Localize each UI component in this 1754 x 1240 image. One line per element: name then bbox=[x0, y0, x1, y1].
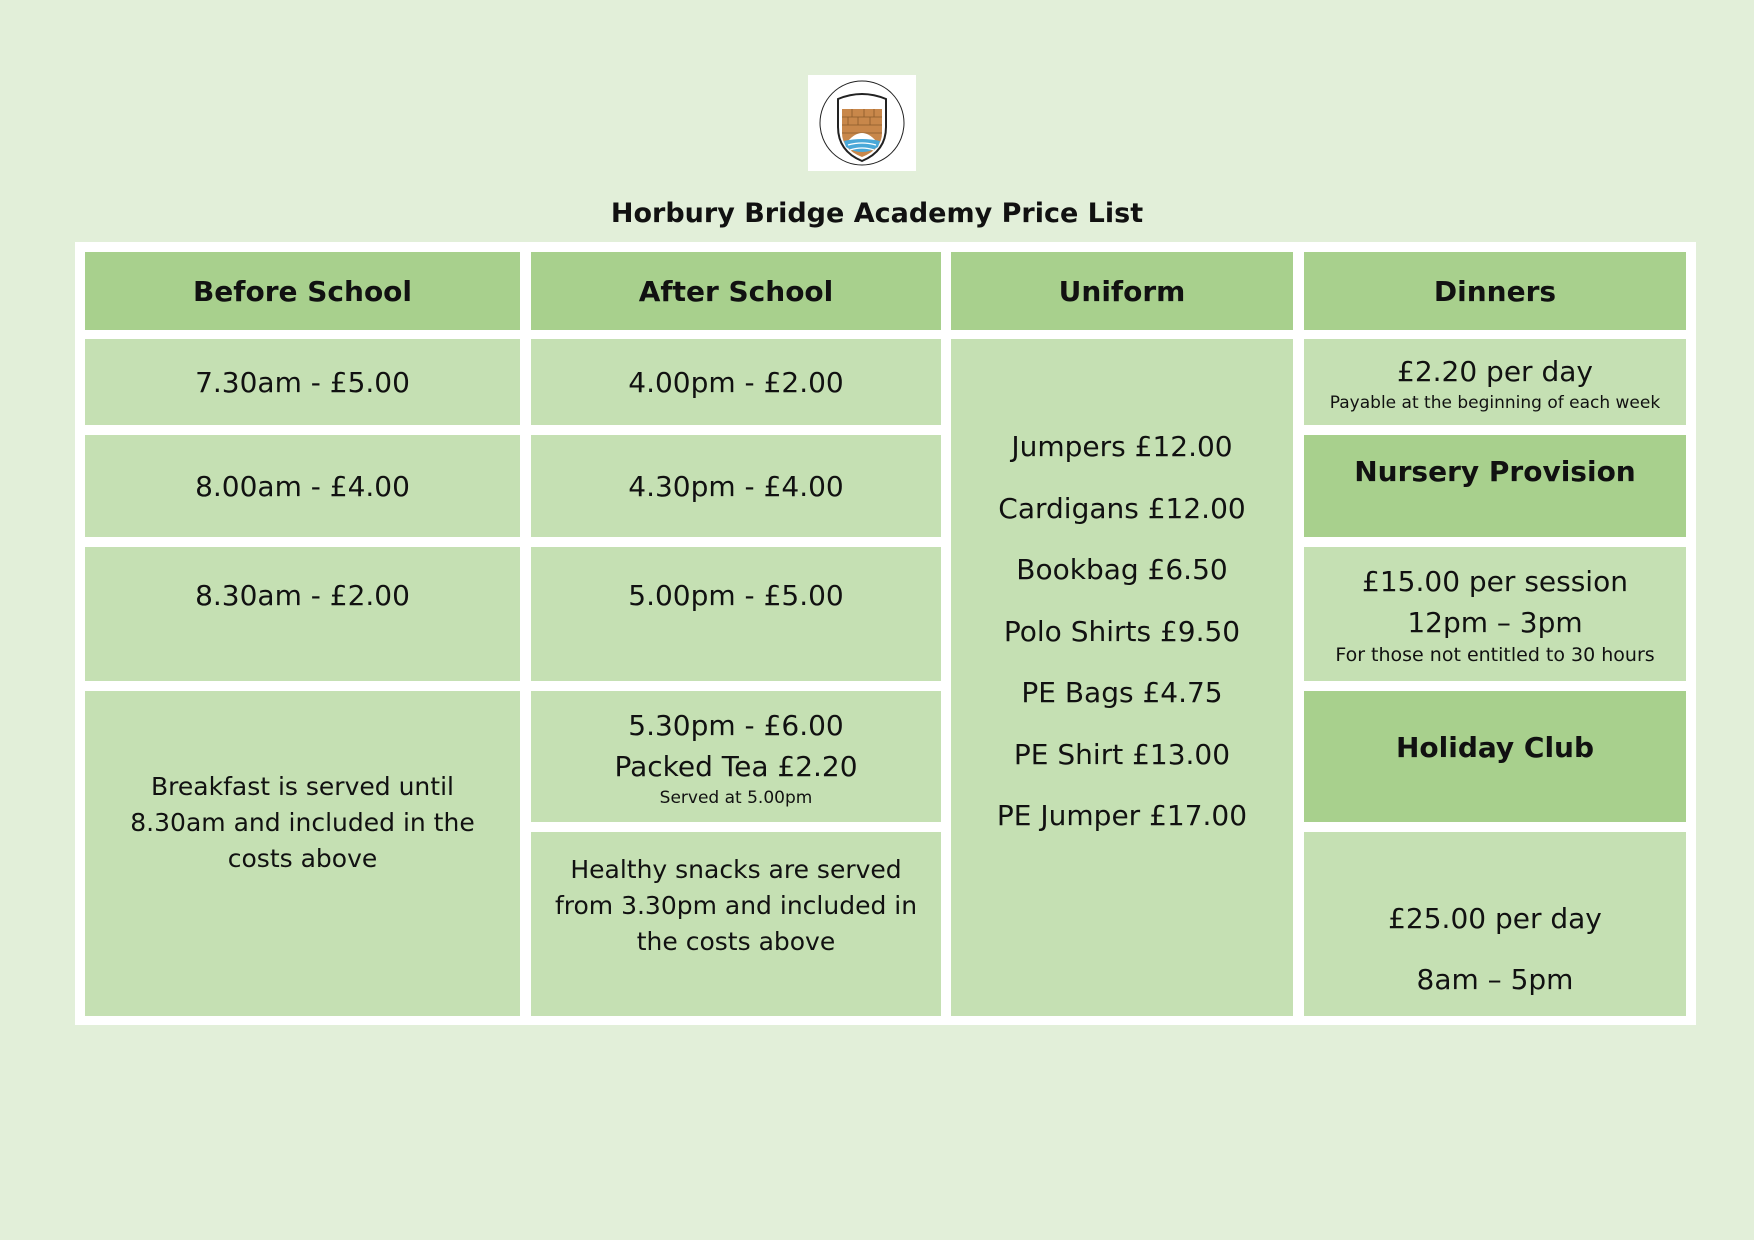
holiday-club-hours: 8am – 5pm bbox=[1416, 963, 1574, 996]
school-crest-logo bbox=[808, 75, 916, 171]
before-school-slot-3: 8.30am - £2.00 bbox=[85, 547, 520, 681]
after-school-slot-3: 5.00pm - £5.00 bbox=[531, 547, 941, 681]
uniform-item: PE Bags £4.75 bbox=[1021, 676, 1223, 709]
late-slot-price: 5.30pm - £6.00 bbox=[628, 708, 844, 742]
dinners-price-cell bbox=[1304, 339, 1686, 425]
before-school-slot-2: 8.00am - £4.00 bbox=[85, 435, 520, 537]
before-school-slot-1: 7.30am - £5.00 bbox=[85, 339, 520, 425]
header-after-school: After School bbox=[531, 252, 941, 330]
header-dinners: Dinners bbox=[1304, 252, 1686, 330]
after-school-late-slot bbox=[531, 691, 941, 822]
uniform-item: Polo Shirts £9.50 bbox=[1003, 614, 1241, 648]
uniform-item: Cardigans £12.00 bbox=[998, 491, 1246, 525]
nursery-price-cell bbox=[1304, 547, 1686, 681]
nursery-price: £15.00 per session bbox=[1362, 564, 1628, 598]
price-table bbox=[75, 242, 1696, 1025]
holiday-club-price: £25.00 per day bbox=[1388, 902, 1602, 935]
header-uniform: Uniform bbox=[951, 252, 1293, 330]
after-school-slot-1: 4.00pm - £2.00 bbox=[531, 339, 941, 425]
packed-tea-price: Packed Tea £2.20 bbox=[614, 749, 858, 783]
header-before-school: Before School bbox=[85, 252, 520, 330]
uniform-item: PE Jumper £17.00 bbox=[996, 799, 1248, 832]
dinners-note: Payable at the beginning of each week bbox=[1329, 392, 1661, 413]
nursery-note: For those not entitled to 30 hours bbox=[1335, 643, 1655, 666]
breakfast-note: Breakfast is served until 8.30am and included in the costs above bbox=[85, 691, 520, 1016]
uniform-item: Bookbag £6.50 bbox=[1016, 553, 1228, 586]
holiday-club-price-cell bbox=[1304, 832, 1686, 1016]
healthy-snacks-note: Healthy snacks are served from 3.30pm and included in the costs above bbox=[531, 832, 941, 1016]
uniform-item: PE Shirt £13.00 bbox=[1013, 737, 1231, 771]
header-holiday-club: Holiday Club bbox=[1304, 691, 1686, 822]
packed-tea-note: Served at 5.00pm bbox=[659, 787, 813, 808]
uniform-item: Jumpers £12.00 bbox=[1011, 430, 1233, 463]
page-title: Horbury Bridge Academy Price List bbox=[610, 198, 1144, 229]
uniform-list bbox=[951, 339, 1293, 1016]
header-nursery-provision: Nursery Provision bbox=[1304, 435, 1686, 537]
nursery-hours: 12pm – 3pm bbox=[1407, 605, 1583, 639]
school-crest-icon bbox=[808, 75, 916, 171]
dinners-price: £2.20 per day bbox=[1397, 354, 1593, 388]
after-school-slot-2: 4.30pm - £4.00 bbox=[531, 435, 941, 537]
